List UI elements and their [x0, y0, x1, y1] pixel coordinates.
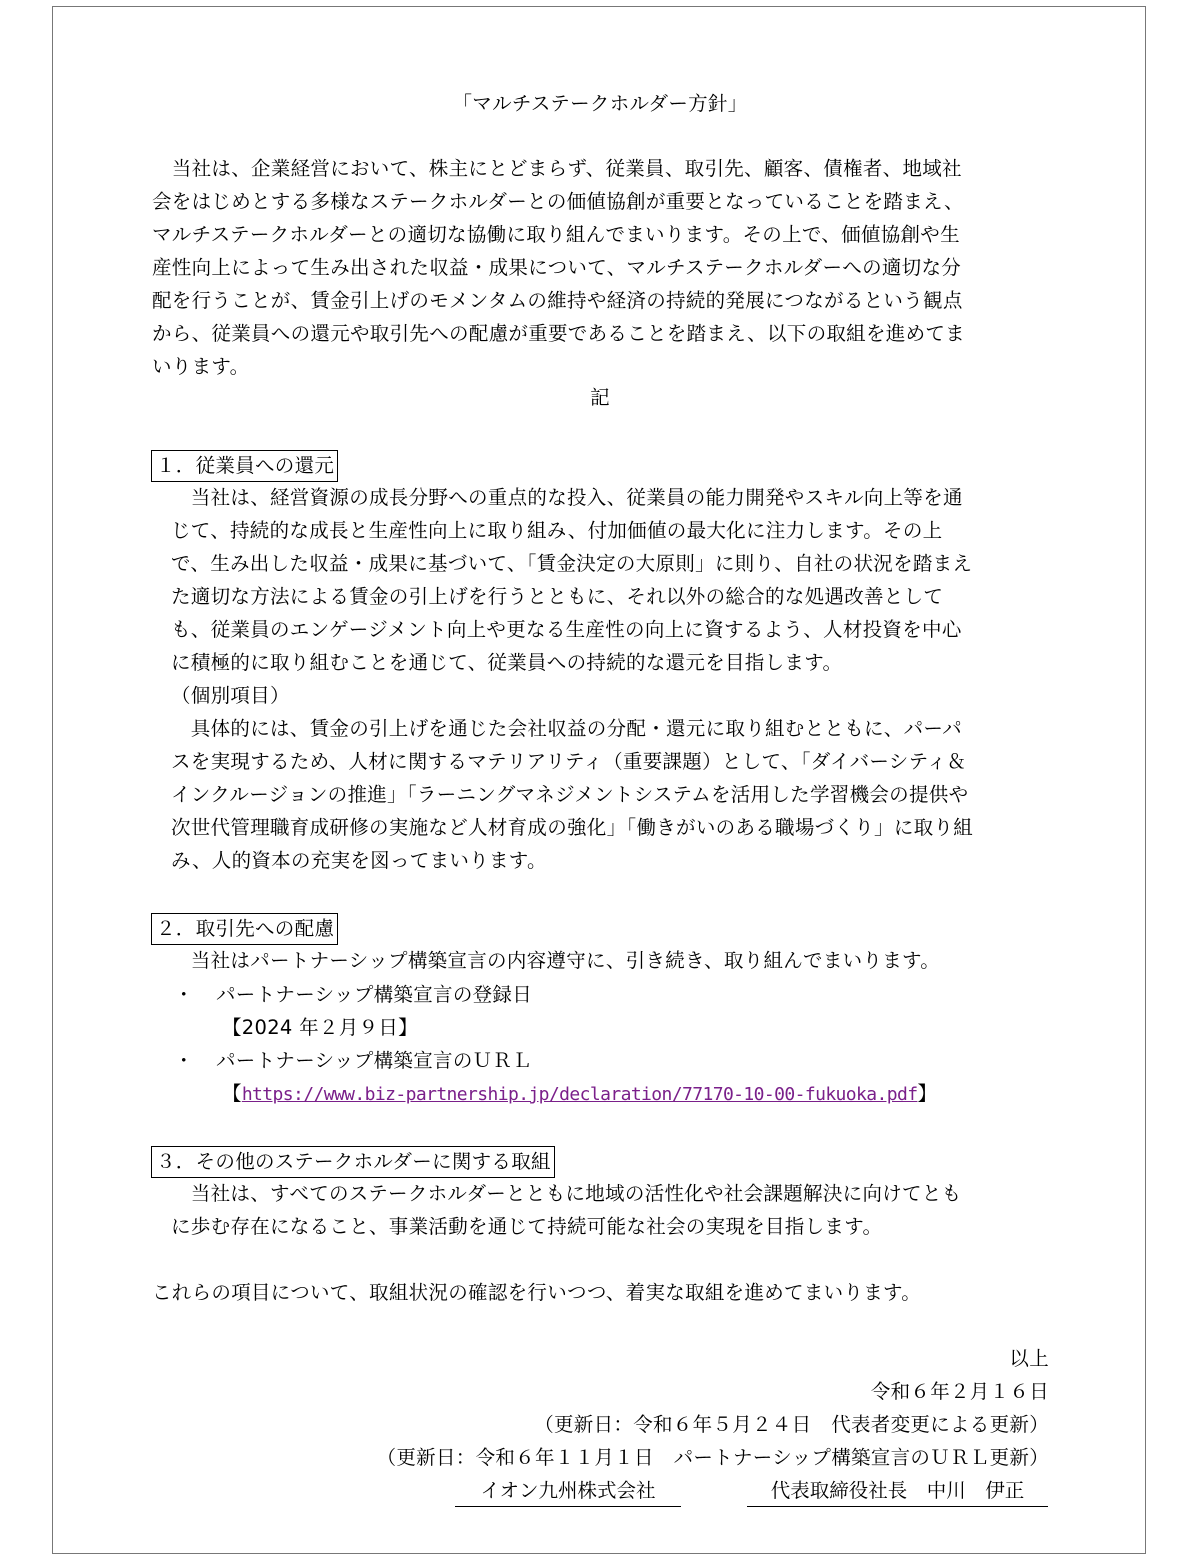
- section1-line: た適切な方法による賃金の引上げを行うとともに、それ以外の総合的な処遇改善として: [171, 585, 944, 608]
- intro-line: 配を行うことが、賃金引上げのモメンタムの維持や経済の持続的発展につながるという観点: [152, 289, 963, 312]
- intro-line: マルチステークホルダーとの適切な協働に取り組んでまいります。その上で、価値協創や生: [152, 223, 960, 246]
- section1-line: も、従業員のエンゲージメント向上や更なる生産性の向上に資するよう、人材投資を中心: [171, 618, 962, 641]
- section2-heading: ２．取引先への配慮: [151, 913, 338, 945]
- issue-date: 令和６年２月１６日: [870, 1380, 1049, 1403]
- bullet-mark: ・: [174, 1049, 194, 1072]
- section3-heading: ３．その他のステークホルダーに関する取組: [151, 1146, 555, 1178]
- ijo-mark: 以上: [1009, 1347, 1049, 1370]
- kiroku-mark: 記: [590, 386, 610, 409]
- intro-line: 産性向上によって生み出された収益・成果について、マルチステークホルダーへの適切な分: [152, 256, 962, 279]
- intro-line: いります。: [152, 355, 250, 378]
- update-note-1: （更新日：令和６年５月２４日 代表者変更による更新）: [534, 1413, 1049, 1436]
- section3-line: 当社は、すべてのステークホルダーとともに地域の活性化や社会課題解決に向けてとも: [171, 1182, 962, 1205]
- company-name: イオン九州株式会社: [455, 1476, 681, 1507]
- bracket-close: 】: [917, 1082, 938, 1105]
- update-note-2: （更新日：令和６年１１月１日 パートナーシップ構築宣言のＵＲＬ更新）: [376, 1446, 1049, 1469]
- section1-line: じて、持続的な成長と生産性向上に取り組み、付加価値の最大化に注力します。その上: [171, 519, 943, 542]
- closing-sentence: これらの項目について、取組状況の確認を行いつつ、着実な取組を進めてまいります。: [152, 1281, 922, 1304]
- declaration-url-link[interactable]: https://www.biz-partnership.jp/declaration/77170-10-00-fukuoka.pdf: [241, 1084, 918, 1105]
- section3-line: に歩む存在になること、事業活動を通じて持続可能な社会の実現を目指します。: [171, 1215, 883, 1238]
- section1-subheading: （個別項目）: [171, 684, 290, 707]
- section1-sub-line: 具体的には、賃金の引上げを通じた会社収益の分配・還元に取り組むとともに、パーパ: [171, 717, 963, 740]
- registration-date-value: 【2024 年２月９日】: [222, 1016, 418, 1039]
- section1-sub-line: 次世代管理職育成研修の実施など人材育成の強化」「働きがいのある職場づくり」に取り組: [171, 816, 974, 839]
- intro-line: 当社は、企業経営において、株主にとどまらず、従業員、取引先、顧客、債権者、地域社: [152, 157, 962, 180]
- registration-date-label: パートナーシップ構築宣言の登録日: [216, 983, 533, 1006]
- section2-body: 当社はパートナーシップ構築宣言の内容遵守に、引き続き、取り組んでまいります。: [171, 949, 941, 972]
- intro-line: から、従業員への還元や取引先への配慮が重要であることを踏まえ、以下の取組を進めてま: [152, 322, 965, 345]
- declaration-url-line: [222, 1077, 937, 1111]
- intro-line: 会をはじめとする多様なステークホルダーとの価値協創が重要となっていることを踏まえ、: [152, 190, 964, 213]
- section1-line: に積極的に取り組むことを通じて、従業員への持続的な還元を目指します。: [171, 651, 843, 674]
- section1-line: 当社は、経営資源の成長分野への重点的な投入、従業員の能力開発やスキル向上等を通: [171, 486, 963, 509]
- bullet-mark: ・: [174, 983, 194, 1006]
- section1-line: で、生み出した収益・成果に基づいて、「賃金決定の大原則」に則り、自社の状況を踏まえ: [171, 552, 973, 575]
- section1-sub-line: インクルージョンの推進」「ラーニングマネジメントシステムを活用した学習機会の提供や: [171, 783, 969, 806]
- declaration-url-label: パートナーシップ構築宣言のＵＲＬ: [216, 1049, 533, 1072]
- section1-sub-line: み、人的資本の充実を図ってまいります。: [171, 849, 547, 872]
- document-title: 「マルチステークホルダー方針」: [452, 92, 748, 115]
- representative-name: 代表取締役社長 中川 伊正: [747, 1476, 1048, 1507]
- section1-heading: １．従業員への還元: [151, 450, 338, 482]
- bracket-open: 【: [222, 1082, 242, 1105]
- section1-sub-line: スを実現するため、人材に関するマテリアリティ（重要課題）として、「ダイバーシティ＆: [171, 750, 967, 773]
